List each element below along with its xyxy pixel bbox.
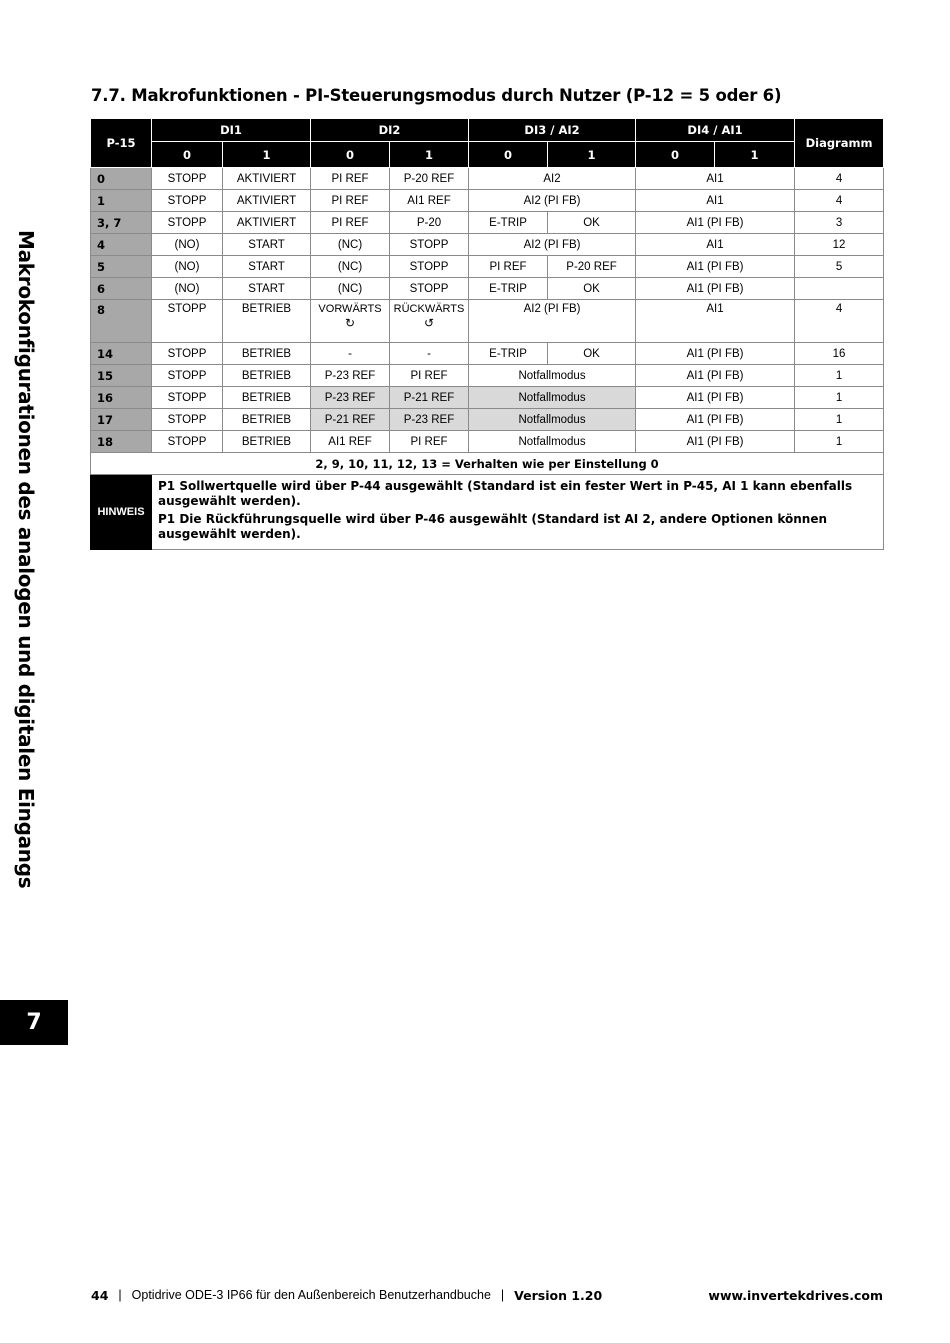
cell-di1-0: STOPP (152, 387, 223, 409)
cell-di1-0: STOPP (152, 168, 223, 190)
cell-di2-1: STOPP (390, 234, 469, 256)
p15-value: 5 (91, 256, 152, 278)
header-di1: DI1 (152, 119, 311, 142)
cell-di2-1: P-23 REF (390, 409, 469, 431)
cell-di1-0: STOPP (152, 300, 223, 343)
table-row (91, 409, 884, 431)
header-sub: 0 (469, 142, 548, 168)
cell-di4: AI1 (636, 234, 795, 256)
table-row (91, 387, 884, 409)
cell-di1-0: (NO) (152, 256, 223, 278)
cell-di3-0: PI REF (469, 256, 548, 278)
chapter-number-tab: 7 (0, 1000, 68, 1045)
cell-diagramm: 1 (795, 387, 884, 409)
cell-diagramm: 1 (795, 409, 884, 431)
cell-di2-0: (NC) (311, 234, 390, 256)
cell-diagramm: 4 (795, 190, 884, 212)
cell-di2-1: STOPP (390, 278, 469, 300)
table-row (91, 431, 884, 453)
header-diagramm: Diagramm (795, 119, 884, 168)
header-sub: 0 (152, 142, 223, 168)
cell-di3: Notfallmodus (469, 431, 636, 453)
cell-diagramm: 16 (795, 343, 884, 365)
cell-di2-0: PI REF (311, 168, 390, 190)
cell-di3-1: OK (548, 212, 636, 234)
header-di4-ai1: DI4 / AI1 (636, 119, 795, 142)
cell-di3: Notfallmodus (469, 409, 636, 431)
table-row (91, 168, 884, 190)
cell-di4: AI1 (PI FB) (636, 431, 795, 453)
cell-di4: AI1 (PI FB) (636, 278, 795, 300)
cell-diagramm: 12 (795, 234, 884, 256)
cell-di1-1: START (223, 256, 311, 278)
header-sub: 1 (715, 142, 795, 168)
manual-title: Optidrive ODE-3 IP66 für den Außenbereich Benutzerhandbuche (131, 1288, 491, 1302)
cell-di3: AI2 (PI FB) (469, 300, 636, 343)
cell-di1-1: BETRIEB (223, 365, 311, 387)
cell-di1-0: STOPP (152, 190, 223, 212)
cell-di3: AI2 (PI FB) (469, 234, 636, 256)
header-sub: 0 (636, 142, 715, 168)
direction-label: RÜCKWÄRTS (393, 303, 465, 315)
website-link[interactable]: www.invertekdrives.com (708, 1287, 883, 1303)
cell-di2-1: - (390, 343, 469, 365)
cell-di4: AI1 (PI FB) (636, 409, 795, 431)
cell-di2-1: P-21 REF (390, 387, 469, 409)
cell-di3: AI2 (PI FB) (469, 190, 636, 212)
p15-value: 4 (91, 234, 152, 256)
cell-di3-0: E-TRIP (469, 212, 548, 234)
cell-di3-0: E-TRIP (469, 278, 548, 300)
cell-di3-0: E-TRIP (469, 343, 548, 365)
table-row (91, 343, 884, 365)
note-line: P1 Die Rückführungsquelle wird über P-46 ausgewählt (Standard ist AI 2, andere Optionen können ausgewählt werden). (158, 512, 828, 541)
cell-diagramm: 5 (795, 256, 884, 278)
cell-di4: AI1 (PI FB) (636, 387, 795, 409)
cell-di3-1: P-20 REF (548, 256, 636, 278)
summary-text: 2, 9, 10, 11, 12, 13 = Verhalten wie per Einstellung 0 (91, 453, 884, 475)
counterclockwise-rotation-icon: ↺ (423, 316, 435, 330)
p15-value: 17 (91, 409, 152, 431)
cell-di2-0: (NC) (311, 278, 390, 300)
cell-diagramm: 4 (795, 168, 884, 190)
cell-di2-0: P-21 REF (311, 409, 390, 431)
cell-diagramm: 3 (795, 212, 884, 234)
footer-separator: | (118, 1288, 122, 1302)
cell-di1-1: BETRIEB (223, 387, 311, 409)
direction-label: VORWÄRTS (318, 303, 382, 315)
cell-di1-1: BETRIEB (223, 431, 311, 453)
p15-value: 6 (91, 278, 152, 300)
p15-value: 14 (91, 343, 152, 365)
cell-di4: AI1 (636, 168, 795, 190)
section-title: 7.7. Makrofunktionen - PI-Steuerungsmodus durch Nutzer (P-12 = 5 oder 6) (91, 86, 782, 105)
p15-value: 8 (91, 300, 152, 343)
header-di3-ai2: DI3 / AI2 (469, 119, 636, 142)
table-row (91, 212, 884, 234)
cell-di1-0: STOPP (152, 212, 223, 234)
cell-di1-1: BETRIEB (223, 343, 311, 365)
table-row (91, 300, 884, 343)
p15-value: 18 (91, 431, 152, 453)
cell-di1-1: BETRIEB (223, 409, 311, 431)
cell-diagramm: 1 (795, 365, 884, 387)
cell-di2-0: P-23 REF (311, 365, 390, 387)
chapter-side-title: Makrokonfigurationen des analogen und digitalen Eingangs (14, 230, 38, 889)
page-number: 44 (91, 1287, 109, 1303)
cell-di1-0: (NO) (152, 234, 223, 256)
cell-di2-0: PI REF (311, 190, 390, 212)
clockwise-rotation-icon: ↻ (344, 316, 356, 330)
cell-di1-1: START (223, 234, 311, 256)
summary-row (91, 453, 884, 475)
note-label: HINWEIS (91, 475, 152, 550)
footer-separator: | (500, 1288, 505, 1302)
header-sub: 1 (390, 142, 469, 168)
cell-di2-1: P-20 REF (390, 168, 469, 190)
cell-di2-1 (390, 300, 469, 343)
cell-di2-0 (311, 300, 390, 343)
cell-di1-1: AKTIVIERT (223, 168, 311, 190)
note-line: P1 Sollwertquelle wird über P-44 ausgewählt (Standard ist ein fester Wert in P-45, AI 1 kann ebenfalls ausgewählt werden). (158, 479, 853, 508)
table-row (91, 365, 884, 387)
cell-di2-0: PI REF (311, 212, 390, 234)
p15-value: 1 (91, 190, 152, 212)
cell-di3-1: OK (548, 343, 636, 365)
table-row (91, 190, 884, 212)
page-footer (91, 1285, 883, 1305)
cell-diagramm: 4 (795, 300, 884, 343)
cell-di2-1: P-20 (390, 212, 469, 234)
cell-di4: AI1 (PI FB) (636, 212, 795, 234)
cell-di2-0: (NC) (311, 256, 390, 278)
cell-di2-0: P-23 REF (311, 387, 390, 409)
p15-value: 3, 7 (91, 212, 152, 234)
cell-di2-1: PI REF (390, 365, 469, 387)
header-p15: P-15 (91, 119, 152, 168)
header-sub: 1 (548, 142, 636, 168)
header-di2: DI2 (311, 119, 469, 142)
cell-di2-1: PI REF (390, 431, 469, 453)
cell-di1-1: START (223, 278, 311, 300)
table-row (91, 256, 884, 278)
table-row (91, 234, 884, 256)
note-text (152, 475, 884, 550)
cell-di4: AI1 (636, 190, 795, 212)
cell-di2-1: STOPP (390, 256, 469, 278)
cell-di2-1: AI1 REF (390, 190, 469, 212)
cell-diagramm (795, 278, 884, 300)
cell-di4: AI1 (PI FB) (636, 365, 795, 387)
header-sub: 0 (311, 142, 390, 168)
p15-value: 0 (91, 168, 152, 190)
macro-table (90, 118, 884, 550)
cell-di3-1: OK (548, 278, 636, 300)
cell-di1-0: STOPP (152, 365, 223, 387)
cell-di1-0: (NO) (152, 278, 223, 300)
cell-di4: AI1 (PI FB) (636, 343, 795, 365)
cell-di1-0: STOPP (152, 409, 223, 431)
p15-value: 15 (91, 365, 152, 387)
cell-di1-0: STOPP (152, 343, 223, 365)
cell-di1-0: STOPP (152, 431, 223, 453)
p15-value: 16 (91, 387, 152, 409)
cell-di3: AI2 (469, 168, 636, 190)
table-row (91, 278, 884, 300)
cell-diagramm: 1 (795, 431, 884, 453)
cell-di1-1: BETRIEB (223, 300, 311, 343)
cell-di2-0: - (311, 343, 390, 365)
cell-di3: Notfallmodus (469, 365, 636, 387)
cell-di1-1: AKTIVIERT (223, 212, 311, 234)
cell-di1-1: AKTIVIERT (223, 190, 311, 212)
cell-di4: AI1 (636, 300, 795, 343)
version-label: Version 1.20 (514, 1287, 603, 1303)
cell-di3: Notfallmodus (469, 387, 636, 409)
cell-di4: AI1 (PI FB) (636, 256, 795, 278)
cell-di2-0: AI1 REF (311, 431, 390, 453)
note-row (91, 475, 884, 550)
header-sub: 1 (223, 142, 311, 168)
